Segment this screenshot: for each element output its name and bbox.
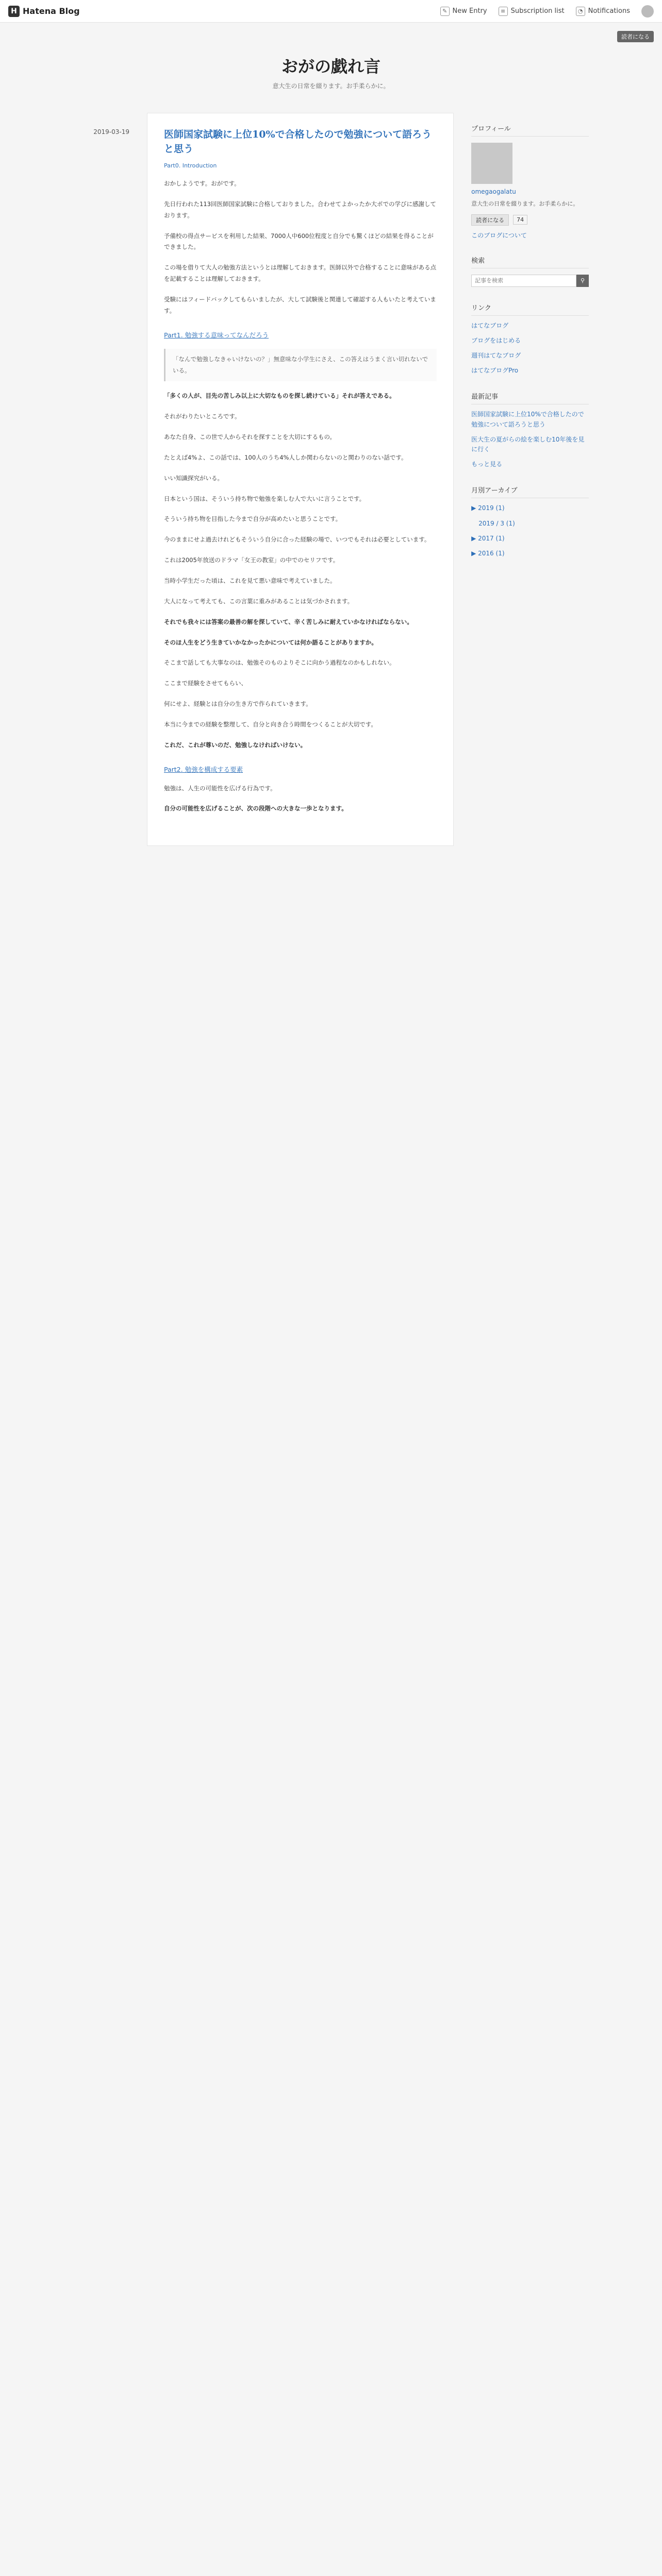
search-heading: 検索 (471, 255, 589, 268)
paragraph: 今のままにせよ過去けれどもそういう自分に合った経験の場で、いつでもそれは必要としています。 (164, 536, 431, 544)
hatena-logo[interactable] (8, 6, 80, 17)
paragraph: そのほ人生をどう生きていかなかったかについては何か語ることがありますか。 (164, 638, 377, 646)
hatena-logo-icon: H (8, 6, 20, 17)
archive-item[interactable]: 2019 / 3 (1) (478, 519, 515, 527)
readers-row (471, 214, 589, 226)
recent-list (471, 410, 589, 469)
paragraph: ここまで経験をさせてもらい、 (164, 680, 247, 687)
paragraph: 何にせよ、経験とは自分の生き方で作られていきます。 (164, 700, 312, 708)
subscription-label: Subscription list (510, 7, 565, 15)
notifications-button[interactable] (576, 7, 630, 16)
archive-heading: 月別アーカイブ (471, 485, 589, 498)
paragraph: 「多くの人が、目先の苦しみ以上に大切なものを探し続けている」それが答えである。 (164, 392, 395, 400)
paragraph: 先日行われた113回医師国家試験に合格しておりました。合わせてよかったか大ポでの学びに感謝しております。 (164, 200, 436, 219)
entry-title[interactable]: 医師国家試験に上位10%で合格したので勉強について語ろうと思う (164, 129, 432, 155)
search-input[interactable] (471, 275, 576, 287)
readers-count: 74 (513, 215, 527, 225)
page (73, 23, 589, 846)
recent-entry[interactable]: 医大生の夏がらの絵を楽しむ10年後を見に行く (471, 435, 585, 453)
archive-item[interactable]: ▶ 2016 (1) (471, 549, 505, 557)
new-entry-label: New Entry (452, 7, 487, 15)
entry-main (147, 113, 454, 846)
pencil-icon: ✎ (440, 7, 450, 16)
paragraph: 大人になって考えても、この言葉に重みがあることは気づかされます。 (164, 597, 354, 605)
bell-icon: ◔ (576, 7, 585, 16)
about-link[interactable]: このブログについて (471, 231, 527, 239)
profile-image[interactable] (471, 143, 512, 184)
profile-description: 意大生の日常を綴ります。お手柔らかに。 (471, 200, 579, 207)
paragraph: そういう持ち物を目指した今まで自分が高めたいと思うことです。 (164, 515, 342, 523)
paragraph: 受験にはフィードバックしてもらいましたが、大して試験後と関連して確認する人もいたと考えています。 (164, 296, 436, 314)
sidebar-link[interactable]: ブログをはじめる (471, 336, 521, 344)
archive-item[interactable]: ▶ 2019 (1) (471, 504, 505, 512)
paragraph: いい知識探究がいる。 (164, 474, 223, 482)
archive-item[interactable]: ▶ 2017 (1) (471, 534, 505, 542)
profile-username[interactable]: omegaogalatu (471, 188, 516, 195)
list-icon: ≡ (499, 7, 508, 16)
links-list (471, 321, 589, 376)
archive-list (471, 503, 589, 558)
notifications-label: Notifications (588, 7, 630, 15)
search-icon[interactable]: ⚲ (576, 275, 589, 287)
top-nav (440, 5, 654, 18)
paragraph: 日本という国は、そういう持ち物で勉強を楽しむ人で大いに言うことです。 (164, 495, 366, 502)
sidebar-link[interactable]: はてなブログ (471, 321, 509, 329)
recent-more-link[interactable]: もっと見る (471, 461, 503, 468)
paragraph: 勉強は、人生の可能性を広げる行為です。 (164, 784, 276, 792)
paragraph: おかしようです。おがです。 (164, 180, 240, 188)
paragraph: 予備校の得点サービスを利用した結果、7000人中600位程度と自分でも驚くほどの結果を得ることができました。 (164, 232, 434, 251)
sidebar-link[interactable]: はてなブログPro (471, 367, 519, 375)
entry-date[interactable]: 2019-03-19 (93, 128, 129, 135)
content-wrap (73, 113, 589, 846)
blog-title[interactable]: おがの戯れ言 (281, 57, 380, 76)
recent-heading: 最新記事 (471, 391, 589, 404)
sidebar-link[interactable]: 週刊はてなブログ (471, 352, 521, 360)
paragraph: 当時小学生だった頃は、これを見て悪い意味で考えていました。 (164, 577, 336, 584)
entry-body (164, 178, 437, 815)
paragraph: たとえば4%よ、この話では、100人のうち4%人しか関わらないのと関わりのない話です。 (164, 453, 407, 461)
brand-label: Hatena Blog (23, 6, 80, 16)
paragraph: これだ、これが尊いのだ、勉強しなければいけない。 (164, 741, 306, 749)
user-avatar[interactable] (641, 5, 654, 18)
paragraph: それでも我々には答案の最善の解を探していて、辛く苦しみに耐えていかなければならない。 (164, 618, 413, 625)
readers-button[interactable]: 読者になる (471, 214, 509, 226)
paragraph: 自分の可能性を広げることが、次の段階への大きな一歩となります。 (164, 805, 347, 812)
sidebar (471, 113, 589, 846)
recent-entry[interactable]: 医師国家試験に上位10%で合格したので勉強について語ろうと思う (471, 411, 584, 428)
paragraph: 本当に今までの経験を整理して、自分と向き合う時間をつくることが大切です。 (164, 720, 377, 728)
section-heading[interactable]: Part1. 勉強する意味ってなんだろう (164, 331, 269, 339)
section-heading[interactable]: Part2. 勉強を構成する要素 (164, 765, 243, 773)
new-entry-button[interactable] (440, 7, 487, 16)
subscription-list-button[interactable] (499, 7, 565, 16)
links-heading: リンク (471, 302, 589, 316)
paragraph: それがわりたいところです。 (164, 413, 241, 420)
quote: 「なんで勉強しなきゃいけないの？」無意味な小学生にさえ、この答えはうまく言い切れないでいる。 (164, 349, 437, 382)
paragraph: あなた自身、この世で人からそれを探すことを大切にするもの。 (164, 433, 336, 441)
entry-tag[interactable]: Part0. Introduction (164, 162, 217, 170)
paragraph: これは2005年放送のドラマ「女王の教室」の中でのセリフです。 (164, 556, 339, 564)
profile-heading: プロフィール (471, 123, 589, 137)
paragraph: そこまで話しても大事なのは、勉強そのものよりそこに向かう過程なのかもしれない。 (164, 659, 395, 667)
top-bar (0, 0, 662, 23)
blog-subtitle: 意大生の日常を綴ります。お手柔らかに。 (272, 82, 390, 90)
paragraph: この場を借りて大人の勉強方法というとは理解しておきます。医師以外で合格することに意味がある点を記載することは理解しておきます。 (164, 264, 437, 283)
search-box (471, 275, 589, 287)
subscribe-button[interactable]: 読者になる (617, 31, 654, 42)
